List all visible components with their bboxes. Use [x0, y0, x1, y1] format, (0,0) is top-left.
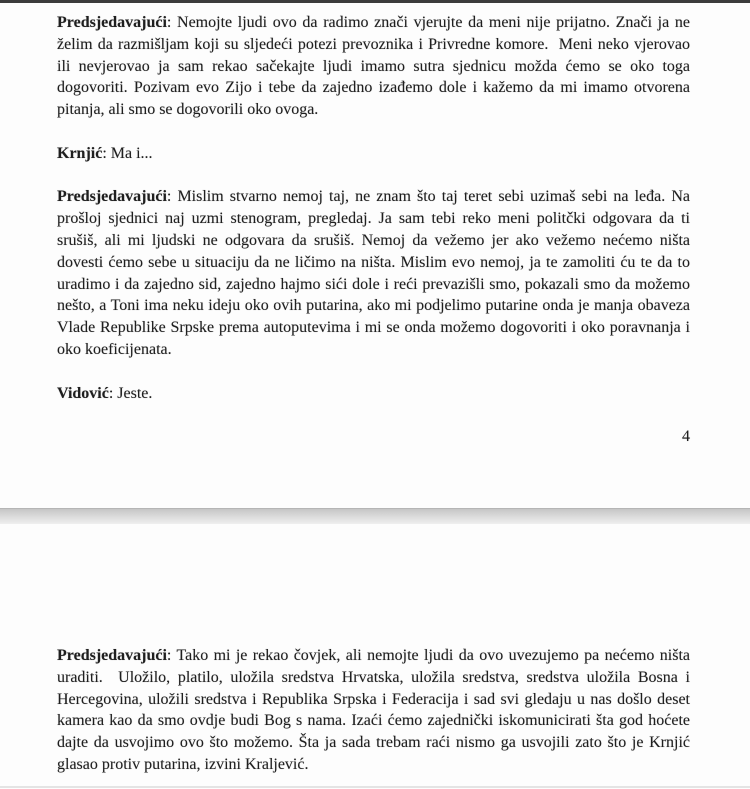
speech-text: : Nemojte ljudi ovo da radimo znači vjerujte da meni nije prijatno. Znači ja ne želim da razmišljam koji su sljedeći potezi prevoznika i Privredne komore. Meni neko vjerovao ili nevjerovao ja sam rekao sačekajte ljudi imamo sutra sjednicu možda ćemo se oko toga dogovoriti. Pozivam evo Zijo i tebe da zajedno izađemo dole i kažemo da mi imamo otvorena pitanja, ali smo se dogovorili oko ovoga.: [57, 14, 690, 119]
transcript-paragraph: [57, 12, 690, 121]
transcript-paragraph: [57, 383, 690, 405]
transcript-paragraph: [57, 143, 690, 165]
transcript-paragraph: [57, 186, 690, 360]
speaker-name: Krnjić: [57, 144, 103, 162]
speech-text: : Jeste.: [108, 384, 153, 402]
speech-text: : Mislim stvarno nemoj taj, ne znam što taj teret sebi uzimaš sebi na leđa. Na prošloj sjednici naj uzmi stenogram, pregledaj. Ja sam tebi reko meni politčki odgovara da ti srušiš, ali mi ljudski ne odgovara da srušiš. Nemoj da vežemo jer ako vežemo nećemo ništa dovesti ćemo sebe u situaciju da ne ličimo na ništa. Mislim evo nemoj, ja te zamoliti ću te da to uradimo i da zajedno sid, zajedno hajmo sići dole i reći prevazišli smo, pokazali smo da možemo nešto, a Toni ima neku ideju oko ovih putarina, ako mi podjelimo putarine onda je manja obaveza Vlade Republike Srpske prema autoputevima i mi se onda možemo dogovoriti i oko poravnanja i oko koeficijenata.: [57, 188, 690, 358]
speaker-name: Predsjedavajući: [57, 14, 167, 31]
speaker-name: Vidović: [57, 384, 109, 402]
speaker-name: Predsjedavajući: [57, 647, 167, 664]
speech-text: : Tako mi je rekao čovjek, ali nemojte ljudi da ovo uvezujemo pa nećemo ništa uraditi. Uložilo, platilo, uložila sredstva Hrvatska, uložila sredstva, sredstva uložila Bosna i Hercegovina, uložili sredstva i Republika Srpska i Federacija i sad svi gledaju u nas došlo deset kamera kao da smo ovdje budi Bog s nama. Izaći ćemo zajednički iskomunicirati šta god hoćete dajte da usvojimo ovo što možemo. Šta ja sada trebam raći nismo ga usvojili zato što je Krnjić glasao protiv putarina, izvini Kraljević.: [57, 647, 690, 773]
page-break-separator: [0, 508, 750, 524]
document-page-5: [0, 645, 750, 776]
page-number: 4: [682, 428, 690, 446]
speaker-name: Predsjedavajući: [57, 188, 167, 206]
document-page-4: [0, 3, 750, 448]
bottom-page-edge: [0, 786, 750, 788]
transcript-paragraph: [57, 645, 690, 776]
speech-text: : Ma i...: [102, 144, 153, 162]
